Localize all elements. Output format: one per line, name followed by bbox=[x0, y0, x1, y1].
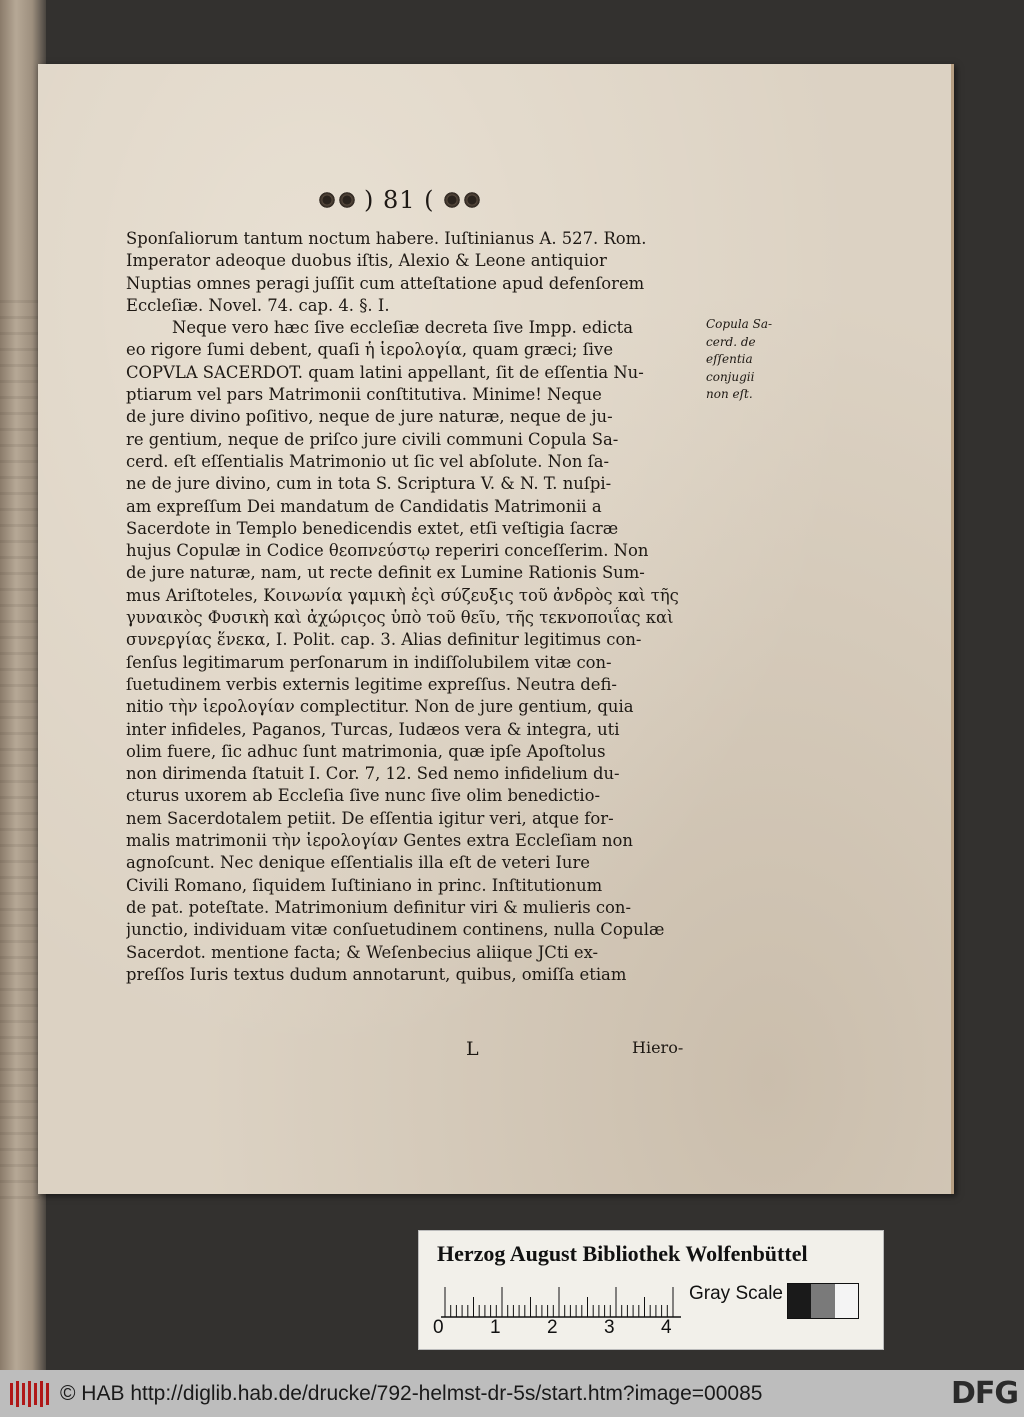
page-header bbox=[318, 183, 518, 217]
text-line: Neque vero hæc ſive eccleſiæ decreta ſive Impp. edicta bbox=[172, 318, 633, 338]
ruler-label: 2 bbox=[547, 1317, 558, 1338]
gray-swatch bbox=[788, 1284, 811, 1318]
body-text bbox=[126, 228, 710, 986]
text-line: preſſos Iuris textus dudum annotarunt, quibus, omiſſa etiam bbox=[126, 964, 627, 984]
text-line: am expreſſum Dei mandatum de Candidatis Matrimonii a bbox=[126, 496, 602, 516]
ornament-right-icon bbox=[443, 191, 481, 209]
text-line: eo rigore ſumi debent, quaſi ἡ ἱερολογία, quam græci; ſive bbox=[126, 340, 614, 360]
ruler-label: 4 bbox=[661, 1317, 672, 1338]
gray-swatch bbox=[811, 1284, 834, 1318]
signature-mark: L bbox=[466, 1038, 479, 1060]
text-line: Sacerdote in Templo benedicendis extet, etſi veſtigia ſacræ bbox=[126, 518, 619, 538]
text-line: Civili Romano, ſiquidem Iuſtiniano in princ. Inſtitutionum bbox=[126, 875, 603, 895]
text-line: συνεργίας ἕνεκα, I. Polit. cap. 3. Alias definitur legitimus con- bbox=[126, 630, 642, 650]
library-name: Herzog August Bibliothek Wolfenbüttel bbox=[437, 1241, 808, 1266]
text-line: Nuptias omnes peragi juſſit cum atteſtatione apud defenſorem bbox=[126, 273, 645, 293]
dfg-logo: DFG bbox=[950, 1376, 1018, 1411]
marginal-note-line: conjugii bbox=[706, 369, 755, 384]
text-line: malis matrimonii τὴν ἱερολογίαν Gentes extra Eccleſiam non bbox=[126, 831, 633, 851]
status-bar bbox=[0, 1370, 1024, 1417]
text-line: Eccleſiæ. Novel. 74. cap. 4. §. I. bbox=[126, 295, 390, 315]
text-line: cerd. eſt eſſentialis Matrimonio ut ſic vel abſolute. Non ſa- bbox=[126, 451, 610, 471]
text-line: agnoſcunt. Nec denique eſſentialis illa eſt de veteri Iure bbox=[126, 853, 591, 873]
text-line: ſenſus legitimarum perſonarum in indiſſolubilem vitæ con- bbox=[126, 652, 612, 672]
text-line: ne de jure divino, cum in tota S. Scriptura V. & N. T. nuſpi- bbox=[126, 474, 612, 494]
ruler-label: 0 bbox=[433, 1317, 444, 1338]
text-line: Sacerdot. mentione facta; & Weſenbecius aliique JCti ex- bbox=[126, 942, 599, 962]
text-line: olim fuere, ſic adhuc ſunt matrimonia, quæ ipſe Apoſtolus bbox=[126, 741, 606, 761]
copyright-url[interactable]: © HAB http://diglib.hab.de/drucke/792-helmst-dr-5s/start.htm?image=00085 bbox=[60, 1381, 763, 1405]
marginal-note-line: cerd. de bbox=[706, 334, 756, 349]
page-number: ) 81 ( bbox=[364, 186, 435, 214]
text-line: de jure naturæ, nam, ut recte definit ex Lumine Rationis Sum- bbox=[126, 563, 645, 583]
text-line: cturus uxorem ab Eccleſia ſive nunc ſive olim benedictio- bbox=[126, 786, 601, 806]
text-line: de pat. poteſtate. Matrimonium definitur viri & mulieris con- bbox=[126, 897, 632, 917]
text-line: γυναικὸς Φυσικὴ καὶ ἀχώριςος ὑπὸ τοῦ θεῖυ, τῆς τεκνοποιΐας καὶ bbox=[126, 608, 674, 628]
gray-scale-swatches bbox=[787, 1283, 859, 1319]
text-line: de jure divino poſitivo, neque de jure naturæ, neque de ju- bbox=[126, 407, 613, 427]
ruler-labels bbox=[433, 1317, 703, 1341]
text-line: COPVLA SACERDOT. quam latini appellant, ſit de eſſentia Nu- bbox=[126, 362, 644, 382]
ruler-label: 1 bbox=[490, 1317, 501, 1338]
catchword: Hiero- bbox=[632, 1038, 684, 1057]
text-line: junctio, individuam vitæ conſuetudinem continens, nulla Copulæ bbox=[126, 920, 665, 940]
gray-scale-label: Gray Scale bbox=[689, 1283, 783, 1304]
text-line: inter infideles, Paganos, Turcas, Iudæos vera & integra, uti bbox=[126, 719, 620, 739]
ruler-icon bbox=[441, 1279, 681, 1319]
text-line: nitio τὴν ἱερολογίαν complectitur. Non de jure gentium, quia bbox=[126, 697, 634, 717]
text-line: mus Ariſtoteles, Κοινωνία γαμικὴ ἐςὶ σύζευξις τοῦ ἀνδρὸς καὶ τῆς bbox=[126, 585, 679, 605]
marginal-note-line: Copula Sa- bbox=[706, 317, 773, 331]
gray-swatch bbox=[835, 1284, 858, 1318]
text-line: non dirimenda ſtatuit I. Cor. 7, 12. Sed nemo infidelium du- bbox=[126, 764, 620, 784]
text-line: Sponſaliorum tantum noctum habere. Iuſtinianus A. 527. Rom. bbox=[126, 229, 647, 248]
ornament-left-icon bbox=[318, 191, 356, 209]
marginal-note-line: eſſentia bbox=[706, 352, 753, 366]
text-line: ſuetudinem verbis externis legitime expreſſus. Neutra defi- bbox=[126, 674, 617, 694]
marginal-note-line: non eſt. bbox=[706, 387, 753, 401]
text-line: re gentium, neque de priſco jure civili communi Copula Sa- bbox=[126, 429, 619, 449]
ruler-label: 3 bbox=[604, 1317, 615, 1338]
color-scale-card bbox=[418, 1230, 884, 1350]
text-line: ptiarum vel pars Matrimonii conſtitutiva. Minime! Neque bbox=[126, 385, 602, 405]
text-line: Imperator adeoque duobus iſtis, Alexio & Leone antiquior bbox=[126, 251, 607, 271]
marginal-note bbox=[706, 316, 796, 404]
text-line: nem Sacerdotalem petiit. De eſſentia igitur veri, atque for- bbox=[126, 808, 614, 828]
hab-logo-icon bbox=[0, 1370, 60, 1417]
text-line: hujus Copulæ in Codice θεοπνεύστῳ reperiri conceſſerim. Non bbox=[126, 541, 649, 561]
